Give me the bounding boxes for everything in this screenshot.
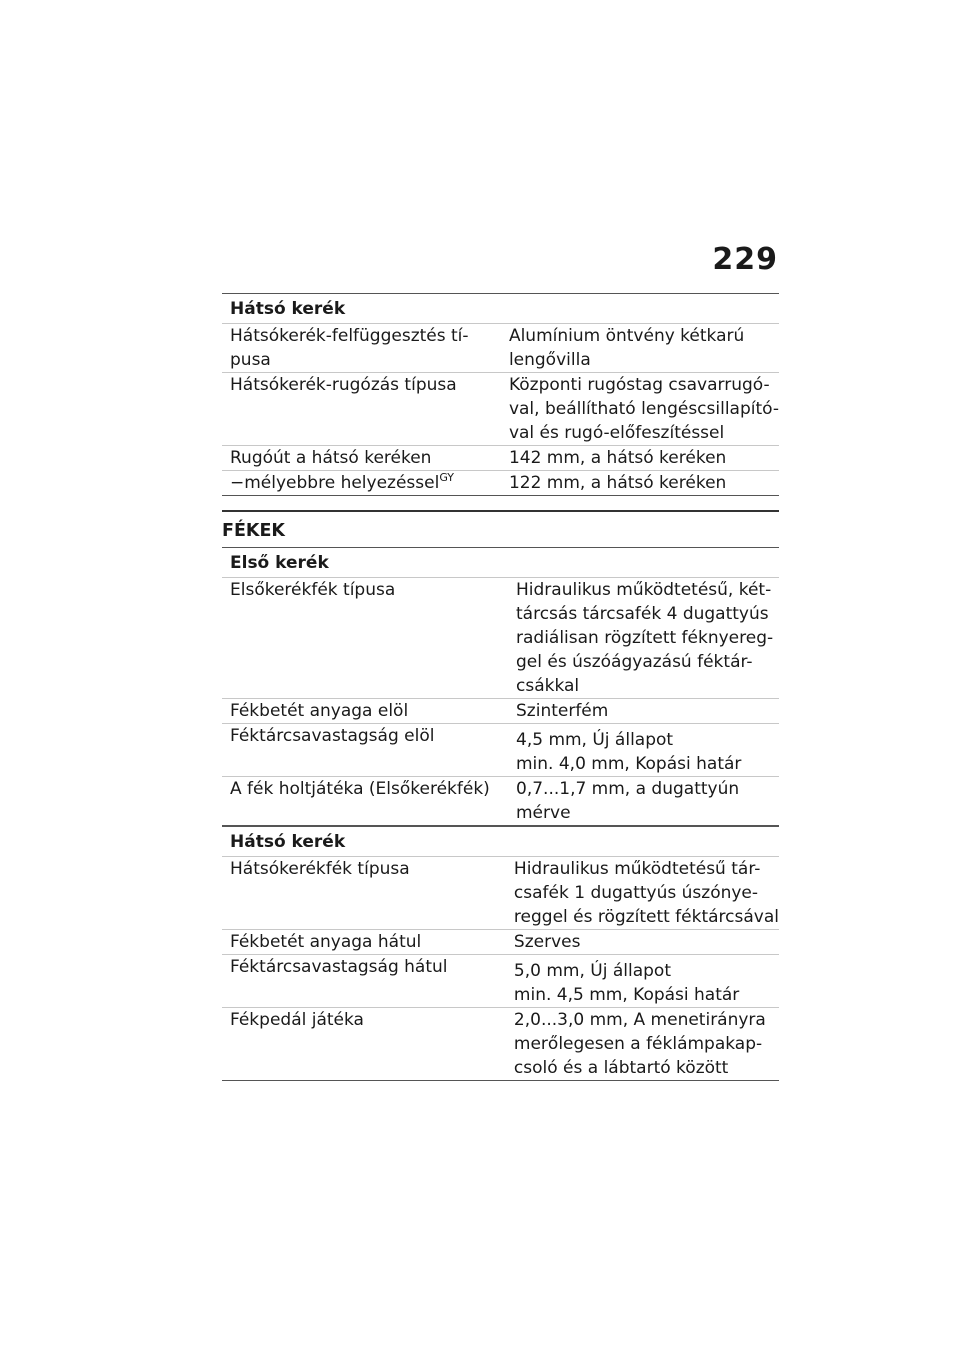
- rear-brake-table: [222, 826, 779, 1081]
- front-brake-table: [222, 547, 779, 826]
- spec-label-line: Féktárcsavastagság hátul: [230, 957, 448, 977]
- table-row: [222, 699, 779, 724]
- spec-value-line: 0,7...1,7 mm, a dugattyún: [516, 779, 740, 799]
- spec-label: [222, 1008, 506, 1081]
- spec-value-line: 122 mm, a hátsó keréken: [508, 473, 727, 493]
- spec-value-line: Alumínium öntvény kétkarú: [508, 326, 745, 346]
- spec-value: [501, 324, 779, 373]
- spec-label-line: pusa: [230, 350, 271, 370]
- spec-value: [506, 1008, 779, 1081]
- spec-value-line: 4,5 mm, Új állapot: [516, 730, 674, 750]
- spec-label: [222, 578, 508, 699]
- spec-value: [506, 857, 779, 930]
- table-row: [222, 446, 779, 471]
- spec-value: [508, 578, 779, 699]
- table-header: Első kerék: [222, 548, 779, 578]
- spec-value-line: Központi rugóstag csavarrugó-: [508, 375, 770, 395]
- table-row: [222, 471, 779, 496]
- table-row: [222, 857, 779, 930]
- spec-label-line: Hátsókerékfék típusa: [230, 859, 410, 879]
- spec-value-line: 2,0...3,0 mm, A menetirányra: [513, 1010, 766, 1030]
- spec-value-line: min. 4,0 mm, Kopási határ: [516, 754, 742, 774]
- spec-label: [222, 930, 506, 955]
- spec-value-line: val és rugó-előfeszítéssel: [508, 423, 725, 443]
- spec-label-line: Fékpedál játéka: [230, 1010, 364, 1030]
- spec-label: [222, 699, 508, 724]
- spec-label-line: Féktárcsavastagság elöl: [230, 726, 435, 746]
- spec-label-line: Rugóút a hátsó keréken: [230, 448, 432, 468]
- spec-label: [222, 471, 501, 496]
- spec-value: [506, 930, 779, 955]
- spec-value-line: merőlegesen a féklámpakap-: [513, 1034, 763, 1054]
- spec-value: [501, 471, 779, 496]
- spec-value-line: tárcsás tárcsafék 4 dugattyús: [516, 604, 769, 624]
- page-number: 229: [712, 242, 778, 277]
- spec-label: [222, 857, 506, 930]
- spec-value: [508, 724, 779, 777]
- spec-label-line: Fékbetét anyaga elöl: [230, 701, 409, 721]
- table-row: [222, 373, 779, 446]
- table-row: [222, 724, 779, 777]
- table-row: [222, 578, 779, 699]
- spec-value-line: Hidraulikus működtetésű tár-: [513, 859, 761, 879]
- rear-wheel-table: [222, 293, 779, 496]
- spec-label: [222, 324, 501, 373]
- spec-value-line: 5,0 mm, Új állapot: [513, 961, 671, 981]
- spec-label-line: [230, 471, 501, 495]
- spec-label: [222, 724, 508, 777]
- spec-value-line: csákkal: [516, 676, 580, 696]
- spec-label-line: Elsőkerékfék típusa: [230, 580, 396, 600]
- spec-value-line: csafék 1 dugattyús úszónye-: [513, 883, 759, 903]
- spec-label: [222, 777, 508, 826]
- spec-label-line: Hátsókerék-rugózás típusa: [230, 375, 457, 395]
- table-header-row: [222, 294, 779, 324]
- table-header-row: [222, 827, 779, 857]
- brakes-section: [222, 510, 779, 1081]
- spec-value-line: Hidraulikus működtetésű, két-: [516, 580, 772, 600]
- spec-value-line: gel és úszóágyazású féktár-: [516, 652, 753, 672]
- table-row: [222, 1008, 779, 1081]
- spec-value-line: Szerves: [513, 932, 581, 952]
- section-title: FÉKEK: [222, 521, 285, 541]
- spec-label-text: −mélyebbre helyezéssel: [230, 473, 440, 493]
- table-row: [222, 955, 779, 1008]
- spec-label-line: Fékbetét anyaga hátul: [230, 932, 422, 952]
- spec-value-line: lengővilla: [508, 350, 591, 370]
- spec-value: [506, 955, 779, 1008]
- spec-value-line: min. 4,5 mm, Kopási határ: [513, 985, 740, 1005]
- spec-label: [222, 373, 501, 446]
- spec-value-line: val, beállítható lengéscsillapító-: [508, 399, 779, 419]
- spec-label: [222, 446, 501, 471]
- spec-value: [508, 777, 779, 826]
- spec-value-line: mérve: [516, 803, 571, 823]
- table-row: [222, 777, 779, 826]
- table-header: Hátsó kerék: [222, 294, 779, 324]
- content: [222, 293, 779, 1081]
- table-header-row: [222, 548, 779, 578]
- spec-value-line: radiálisan rögzített féknyereg-: [516, 628, 774, 648]
- table-row: [222, 930, 779, 955]
- spec-value-line: 142 mm, a hátsó keréken: [508, 448, 727, 468]
- spec-value-line: Szinterfém: [516, 701, 609, 721]
- spec-label-line: Hátsókerék-felfüggesztés tí-: [230, 326, 469, 346]
- table-row: [222, 324, 779, 373]
- spec-value: [501, 446, 779, 471]
- spec-value-line: csoló és a lábtartó között: [513, 1058, 729, 1078]
- spec-value: [501, 373, 779, 446]
- spec-label-line: A fék holtjátéka (Elsőkerékfék): [230, 779, 490, 799]
- variant-marker: GY: [439, 471, 455, 484]
- spec-value: [508, 699, 779, 724]
- spec-label: [222, 955, 506, 1008]
- table-header: Hátsó kerék: [222, 827, 779, 857]
- spec-value-line: reggel és rögzített féktárcsával: [513, 907, 779, 927]
